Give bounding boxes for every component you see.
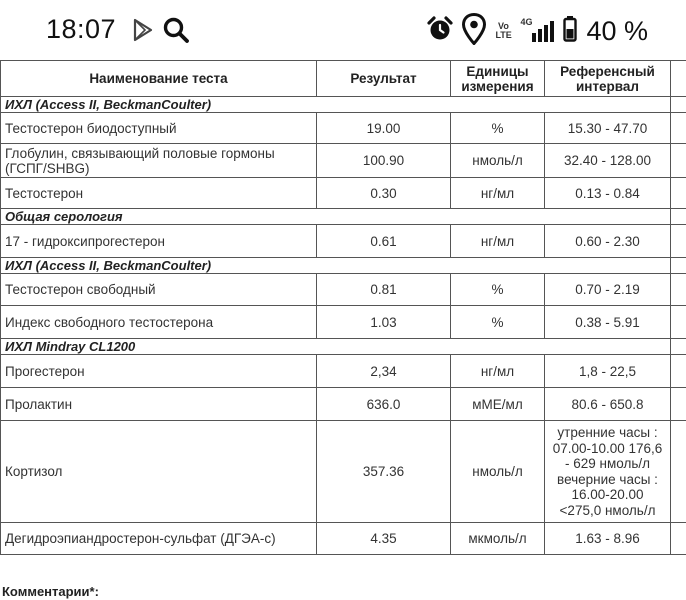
- test-result: 100.90: [317, 144, 451, 178]
- header-units: Единицы измерения: [451, 61, 545, 97]
- table-header-row: [1, 61, 686, 97]
- table-row: [1, 274, 686, 306]
- battery-icon: [563, 16, 577, 47]
- section-row: [1, 97, 686, 113]
- test-unit: мМЕ/мл: [451, 388, 545, 421]
- header-reference: Референсный интервал: [545, 61, 671, 97]
- test-reference: 0.60 - 2.30: [545, 225, 671, 258]
- test-unit: нмоль/л: [451, 144, 545, 178]
- table-row: [1, 144, 686, 178]
- battery-percent: 40 %: [586, 15, 648, 46]
- test-reference: 80.6 - 650.8: [545, 388, 671, 421]
- status-left-icons: [132, 18, 190, 46]
- test-name: Кортизол: [1, 421, 317, 523]
- status-right-icons: [427, 14, 648, 48]
- test-name: Пролактин: [1, 388, 317, 421]
- comments-label: Комментарии*:: [2, 584, 99, 599]
- section-title: ИХЛ (Access II, BeckmanCoulter): [1, 258, 671, 274]
- test-reference: 0.38 - 5.91: [545, 306, 671, 339]
- header-extra: [671, 61, 686, 97]
- test-name: Глобулин, связывающий половые гормоны (ГСПГ/SHBG): [1, 144, 317, 178]
- test-result: 1.03: [317, 306, 451, 339]
- location-pin-icon: [462, 13, 486, 50]
- clock: 18:07: [46, 14, 117, 44]
- test-name: Индекс свободного тестостерона: [1, 306, 317, 339]
- volte-label-top: Vo: [498, 21, 509, 31]
- section-title: ИХЛ Mindray CL1200: [1, 339, 671, 355]
- lab-report: [0, 60, 686, 555]
- test-name: Прогестерон: [1, 355, 317, 388]
- test-name: Тестостерон свободный: [1, 274, 317, 306]
- test-unit: нг/мл: [451, 355, 545, 388]
- table-row: [1, 355, 686, 388]
- volte-icon: [495, 22, 511, 40]
- test-name: Тестостерон биодоступный: [1, 113, 317, 144]
- play-store-icon: [132, 18, 154, 47]
- signal-icon: [520, 17, 554, 42]
- test-unit: нмоль/л: [451, 421, 545, 523]
- header-result: Результат: [317, 61, 451, 97]
- section-row: [1, 339, 686, 355]
- test-result: 0.81: [317, 274, 451, 306]
- section-title: ИХЛ (Access II, BeckmanCoulter): [1, 97, 671, 113]
- test-name: Тестостерон: [1, 178, 317, 209]
- test-name: 17 - гидроксипрогестерон: [1, 225, 317, 258]
- test-result: 0.30: [317, 178, 451, 209]
- table-row: [1, 523, 686, 555]
- search-icon: [162, 16, 190, 49]
- table-row: [1, 388, 686, 421]
- test-reference: утренние часы : 07.00-10.00 176,6 - 629 нмоль/л вечерние часы : 16.00-20.00 <275,0 нмоль/л: [545, 421, 671, 523]
- test-unit: %: [451, 306, 545, 339]
- test-result: 2,34: [317, 355, 451, 388]
- test-reference: 1,8 - 22,5: [545, 355, 671, 388]
- test-name: Дегидроэпиандростерон-сульфат (ДГЭА-с): [1, 523, 317, 555]
- results-table: [0, 60, 686, 555]
- alarm-icon: [427, 16, 453, 47]
- status-bar: [0, 0, 686, 62]
- test-reference: 1.63 - 8.96: [545, 523, 671, 555]
- test-reference: 0.13 - 0.84: [545, 178, 671, 209]
- test-unit: нг/мл: [451, 178, 545, 209]
- network-type-label: 4G: [520, 17, 533, 27]
- test-reference: 32.40 - 128.00: [545, 144, 671, 178]
- test-unit: нг/мл: [451, 225, 545, 258]
- test-result: 4.35: [317, 523, 451, 555]
- volte-label-bottom: LTE: [495, 30, 512, 40]
- table-row: [1, 306, 686, 339]
- section-row: [1, 209, 686, 225]
- test-reference: 15.30 - 47.70: [545, 113, 671, 144]
- section-row: [1, 258, 686, 274]
- header-test-name: Наименование теста: [1, 61, 317, 97]
- test-unit: %: [451, 113, 545, 144]
- test-result: 19.00: [317, 113, 451, 144]
- table-row: [1, 225, 686, 258]
- section-title: Общая серология: [1, 209, 671, 225]
- table-row: [1, 113, 686, 144]
- test-result: 636.0: [317, 388, 451, 421]
- test-result: 357.36: [317, 421, 451, 523]
- table-row: [1, 178, 686, 209]
- test-result: 0.61: [317, 225, 451, 258]
- test-unit: мкмоль/л: [451, 523, 545, 555]
- table-row: [1, 421, 686, 523]
- test-unit: %: [451, 274, 545, 306]
- test-reference: 0.70 - 2.19: [545, 274, 671, 306]
